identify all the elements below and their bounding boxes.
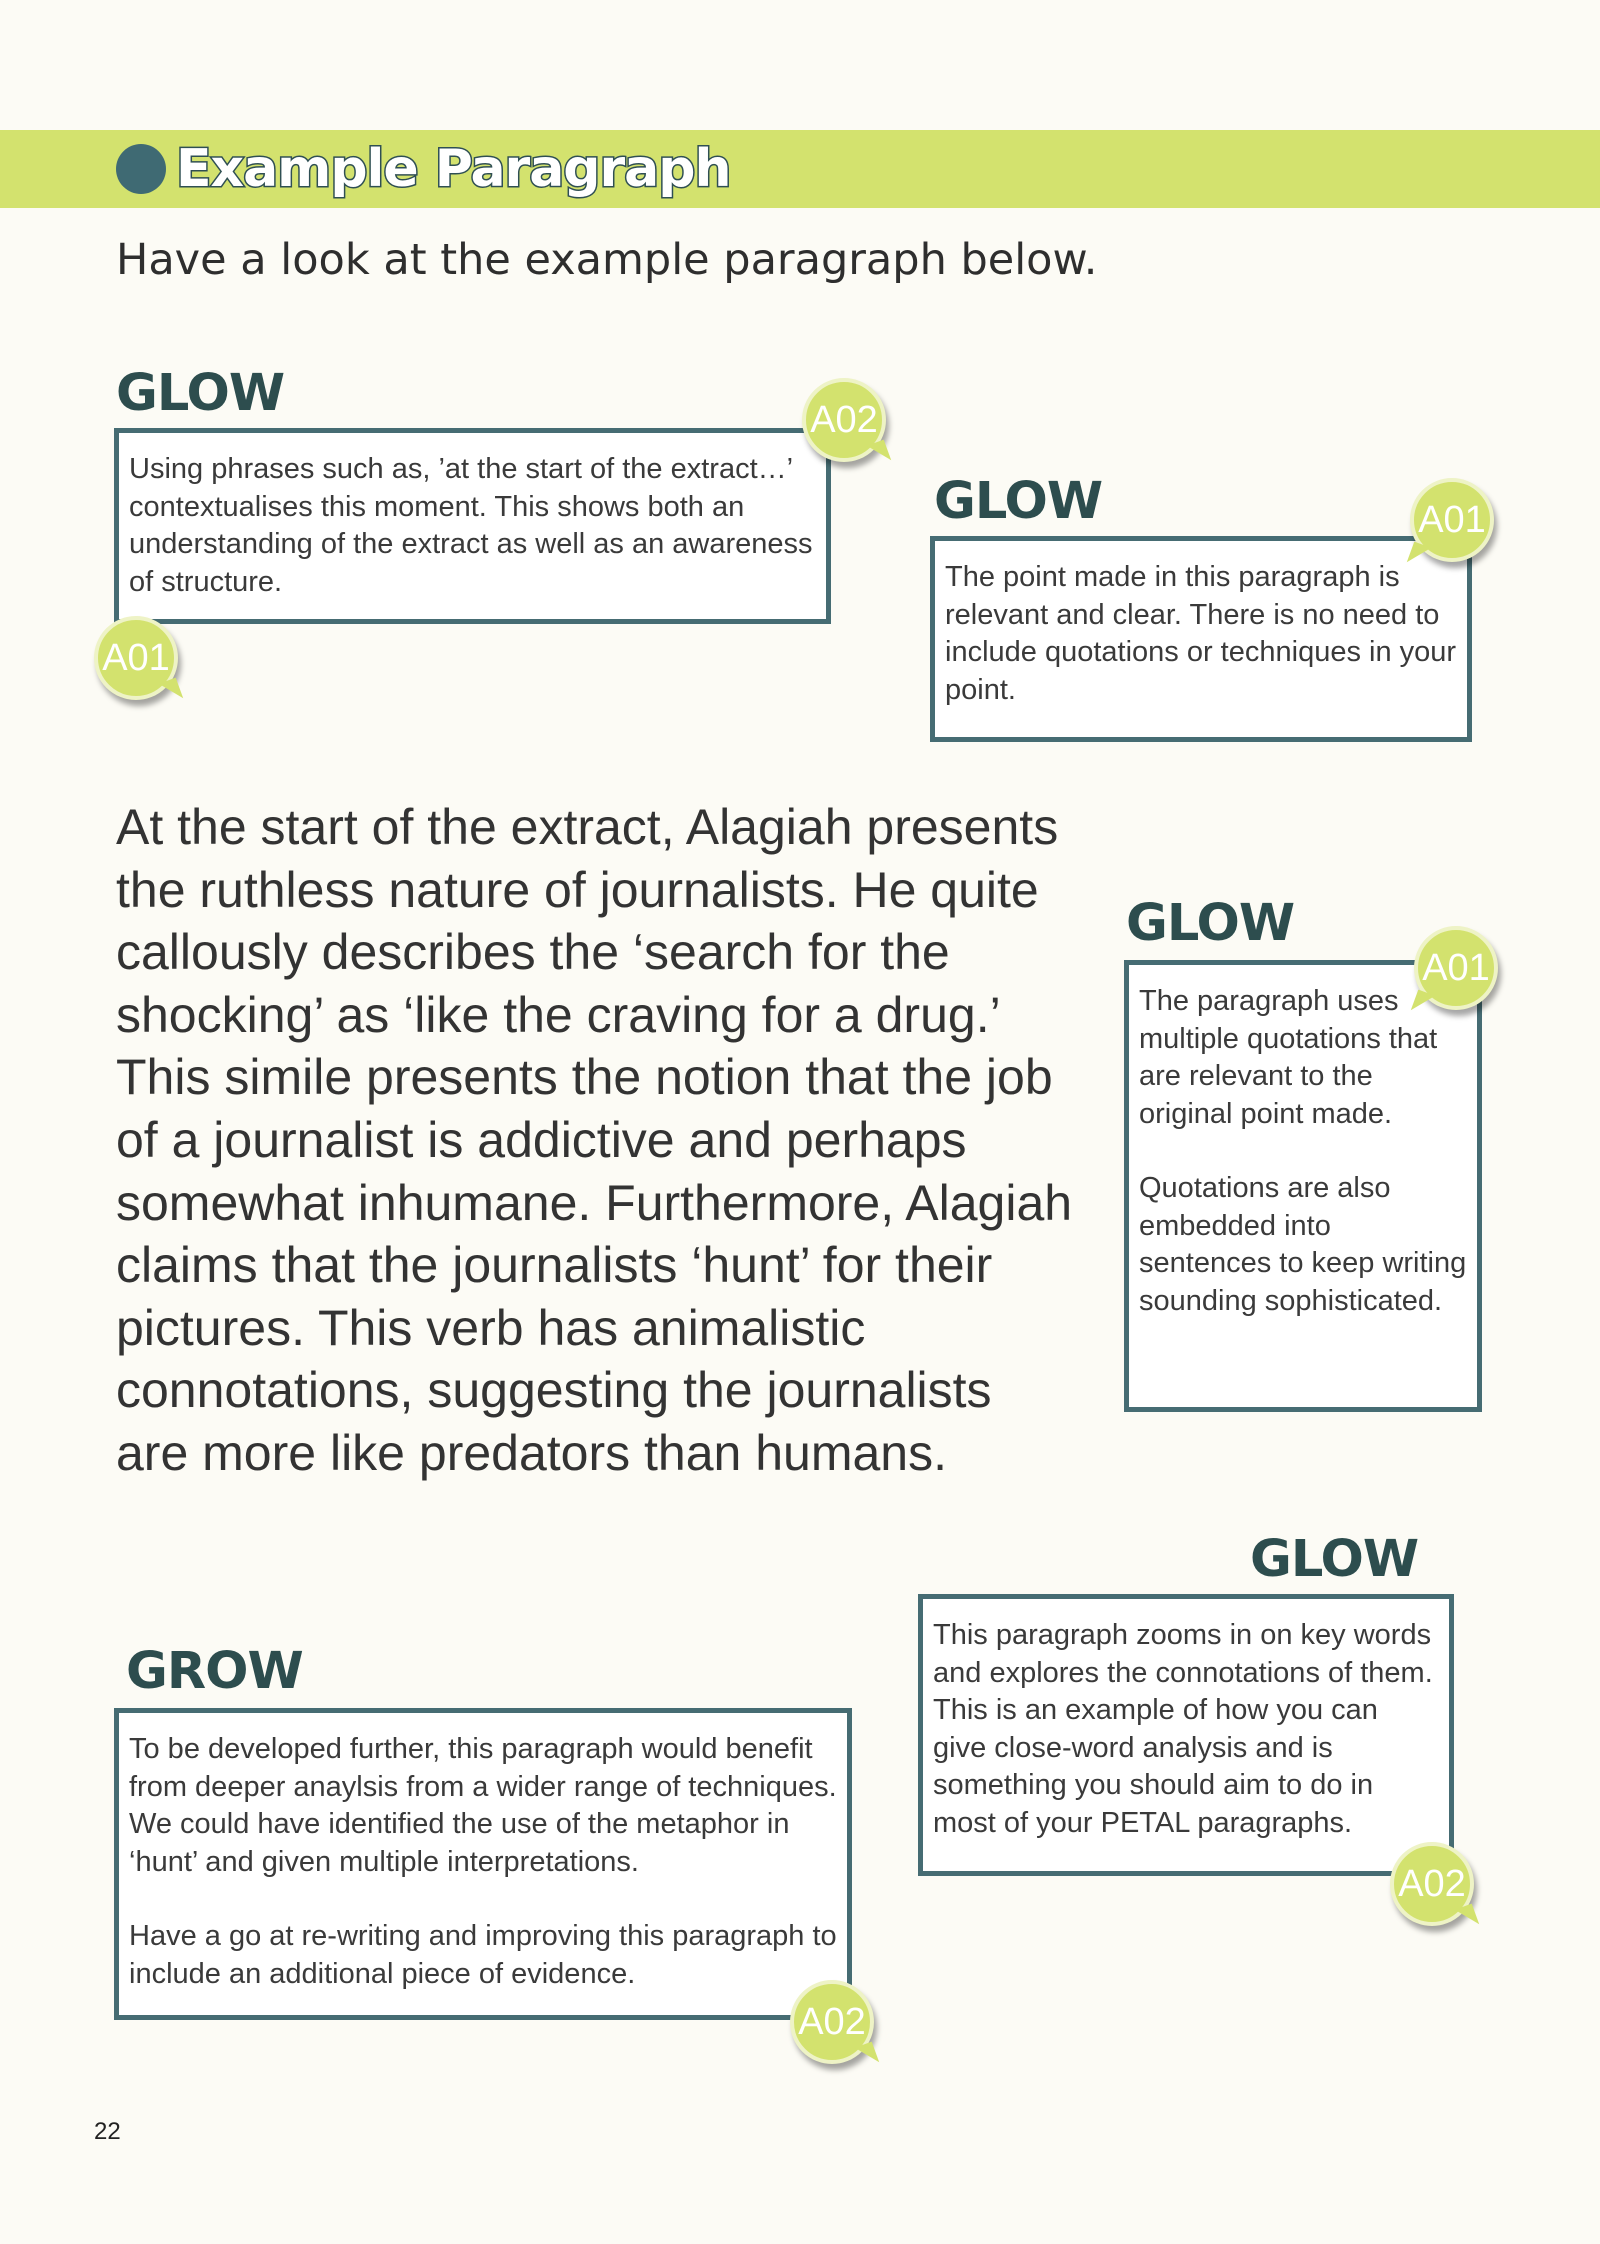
box-heading-glow-3: GLOW xyxy=(1126,894,1295,953)
feedback-box-glow-2 xyxy=(930,536,1472,742)
feedback-box-glow-1 xyxy=(114,428,831,624)
feedback-text: Have a go at re-writing and improving this paragraph to include an additional piece of evidence. xyxy=(129,1920,837,1990)
badge-label: A01 xyxy=(102,636,170,679)
feedback-text: The point made in this paragraph is relevant and clear. There is no need to include quotations or techniques in your point. xyxy=(945,561,1457,706)
feedback-box-glow-4 xyxy=(918,1594,1454,1876)
badge-label: A01 xyxy=(1418,498,1486,541)
page-number: 22 xyxy=(94,2118,121,2145)
assessment-badge-icon xyxy=(802,378,886,462)
feedback-text: The paragraph uses multiple quotations that are relevant to the original point made. xyxy=(1139,985,1438,1130)
speech-tail xyxy=(867,440,891,467)
example-paragraph xyxy=(116,796,1076,1485)
example-paragraph-text: At the start of the extract, Alagiah presents the ruthless nature of journalists. He quite callously describes the ‘search for the shocking’ as ‘like the craving for a drug.’ This simile presents the notion that the job of a journalist is addictive and perhaps somewhat inhumane. Furthermore, Alagiah claims that the journalists ‘hunt’ for their pictures. This verb has animalistic connotations, suggesting the journalists are more like predators than humans. xyxy=(116,799,1073,1481)
speech-tail xyxy=(855,2042,879,2069)
box-heading-glow-1: GLOW xyxy=(116,364,285,423)
box-heading-glow-4: GLOW xyxy=(1250,1530,1419,1589)
box-heading-grow: GROW xyxy=(126,1642,303,1701)
feedback-box-grow xyxy=(114,1708,852,2020)
assessment-badge-icon xyxy=(790,1980,874,2064)
badge-label: A01 xyxy=(1422,946,1490,989)
page-subtitle: Have a look at the example paragraph below. xyxy=(116,235,1098,285)
assessment-badge-icon xyxy=(1410,478,1494,562)
assessment-badge-icon xyxy=(1414,926,1498,1010)
speech-tail xyxy=(159,678,183,705)
feedback-text: To be developed further, this paragraph would benefit from deeper anaylsis from a wider range of techniques. We could have identified the use of the metaphor in ‘hunt’ and given multiple interpretations. xyxy=(129,1733,837,1878)
feedback-text: Using phrases such as, ’at the start of the extract…’ contextualises this moment. This shows both an understanding of the extract as well as an awareness of structure. xyxy=(129,453,813,598)
page-title: Example Paragraph xyxy=(176,139,731,199)
assessment-badge-icon xyxy=(94,616,178,700)
feedback-text: Quotations are also embedded into sentences to keep writing sounding sophisticated. xyxy=(1139,1172,1467,1317)
badge-label: A02 xyxy=(1398,1862,1466,1905)
badge-label: A02 xyxy=(798,2000,866,2043)
badge-label: A02 xyxy=(810,398,878,441)
feedback-text: This paragraph zooms in on key words and explores the connotations of them. This is an example of how you can give close-word analysis and is something you should aim to do in most of your PETAL paragraphs. xyxy=(933,1619,1433,1839)
feedback-box-glow-3 xyxy=(1124,960,1482,1412)
assessment-badge-icon xyxy=(1390,1842,1474,1926)
bullet-dot-icon xyxy=(116,144,166,194)
box-heading-glow-2: GLOW xyxy=(934,472,1103,531)
speech-tail xyxy=(1455,1904,1479,1931)
